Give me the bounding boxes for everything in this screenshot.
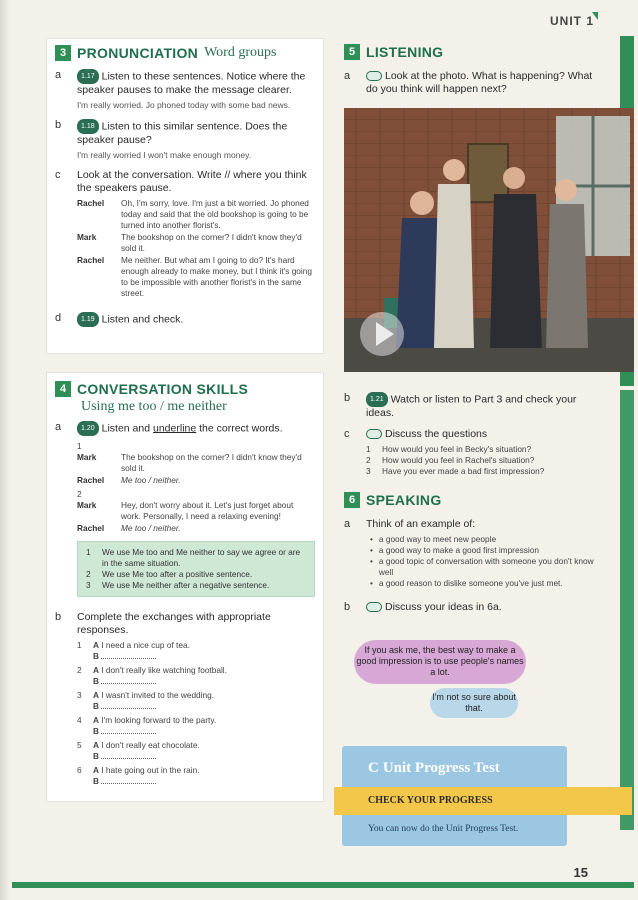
progress-description: You can now do the Unit Progress Test.: [368, 824, 519, 834]
example-sentence: I'm really worried I won't make enough money.: [77, 150, 252, 160]
section-number: 6: [344, 492, 360, 508]
section-title: PRONUNCIATION: [77, 45, 199, 61]
speech-bubble-opinion: If you ask me, the best way to make a good impression is to use people's names a lot.: [354, 640, 526, 684]
section-subtitle: Using me too / me neither: [81, 399, 227, 414]
pronunciation-panel: [46, 38, 324, 354]
speaking-panel: [336, 488, 614, 638]
dialog-group-2: 2 Mark Hey, don't worry about it. Let's just forget about work. Personally, I need a relaxing evening! Rachel Me too / neither.: [77, 489, 294, 533]
answer-blank[interactable]: [101, 783, 156, 784]
exercise-5a: a Look at the photo. What is happening? What do you think will happen next?: [344, 70, 593, 95]
answer-blank[interactable]: [101, 758, 156, 759]
section-number: 5: [344, 44, 360, 60]
progress-c-icon: C: [368, 760, 379, 776]
exercise-4a: a 1.20 Listen and underline the correct words. 1 Mark The bookshop on the corner? I didn't know they'd sold it. Rachel Me too / neither. 2 Mark Hey, don't worry about it. Let's just forget about work. Personally, I need a relaxing evening! Rachel Me too / neither.: [55, 421, 315, 535]
section-number: 4: [55, 381, 71, 397]
audio-icon[interactable]: 1.17: [77, 69, 99, 84]
section-title: SPEAKING: [366, 492, 442, 508]
rules-box: 1 We use Me too and Me neither to say we agree or are in the same situation. 2 We use Me too after a positive sentence. 3 We use Me neither after a negative sentence.: [77, 541, 315, 597]
audio-icon[interactable]: 1.18: [77, 119, 99, 134]
exercise-3b: b 1.18 Listen to this similar sentence. Does the speaker pause? I'm really worried I won't make enough money.: [55, 119, 315, 161]
listening-panel-2: [336, 380, 614, 480]
listening-panel: [336, 38, 614, 106]
photo-illustration: [344, 108, 634, 372]
video-icon[interactable]: 1.21: [366, 392, 388, 407]
exercise-5b: b 1.21 Watch or listen to Part 3 and check your ideas.: [344, 392, 577, 419]
audio-icon[interactable]: 1.19: [77, 312, 99, 327]
exercise-3d: d 1.19 Listen and check.: [55, 312, 184, 326]
section-number: 3: [55, 45, 71, 61]
speaking-header: [344, 492, 606, 508]
audio-icon[interactable]: 1.20: [77, 421, 99, 436]
dialog: Rachel Oh, I'm sorry, love. I'm just a bit worried. Jo phoned today and said that the old bookshop is going to be turned into another florist's. Mark The bookshop on the corner? I didn't know they'd sold it. Rachel Me neither. But what am I going to do? It's hard enough already to make money, but I think it's going to be impossible with another florist's in the same street.: [77, 198, 312, 298]
answer-blank[interactable]: [101, 658, 156, 659]
section-subtitle: Word groups: [204, 45, 277, 60]
exercise-6a: a Think of an example of: • a good way to meet new people • a good way to make a good first impression • a good topic of conversation with someone you don't know well • a good reason to dislike someone you've just met.: [344, 518, 606, 589]
answer-blank[interactable]: [101, 708, 156, 709]
progress-title: C Unit Progress Test: [368, 760, 500, 776]
speech-bubble-reply: I'm not so sure about that.: [430, 688, 518, 718]
answer-blank[interactable]: [101, 733, 156, 734]
speech-bubble-icon: [366, 429, 382, 439]
answer-blank[interactable]: [101, 683, 156, 684]
bottom-bar: [12, 882, 634, 888]
exercise-6b: b Discuss your ideas in 6a.: [344, 601, 502, 613]
conversation-header: [55, 381, 315, 397]
book-spine: [0, 0, 10, 900]
example-sentence: I'm really worried. Jo phoned today with some bad news.: [77, 100, 291, 110]
dialog-group-1: 1 Mark The bookshop on the corner? I didn't know they'd sold it. Rachel Me too / neither.: [77, 441, 302, 485]
section-title: CONVERSATION SKILLS: [77, 381, 249, 397]
exercise-3a: a 1.17 Listen to these sentences. Notice where the speaker pauses to make the message clearer. I'm really worried. Jo phoned today with some bad news.: [55, 69, 315, 111]
exercise-3c: c Look at the conversation. Write // where you think the speakers pause. Rachel Oh, I'm sorry, love. I'm just a bit worried. Jo phoned today and said that the old bookshop is going to be turned into another florist's. Mark The bookshop on the corner? I didn't know they'd sold it. Rachel Me neither. But what am I going to do? It's hard enough already to make money, but I think it's going to be impossible with another florist's in the same street.: [55, 169, 315, 300]
exercise-4b: b Complete the exchanges with appropriate responses. 1 A I need a nice cup of tea. B 2 A I don't really like watching football. B 3 A I wasn't invited to the wedding. B 4 A I'm looking forward to the party. B 5 A I don't really eat chocolate. B 6 A I hate going out in the rain. B: [55, 611, 315, 787]
unit-label: UNIT 1: [549, 14, 594, 28]
exchange-list: 1 A I need a nice cup of tea. B 2 A I don't really like watching football. B 3 A I wasn't invited to the wedding. B 4 A I'm looking forward to the party. B 5 A I don't really eat chocolate. B 6 A I hate going out in the rain. B: [77, 640, 227, 786]
speech-bubble-icon: [366, 602, 382, 612]
unit-flag-icon: [592, 12, 598, 20]
bullet-list: • a good way to meet new people • a good way to make a good first impression • a good topic of conversation with someone you don't know well • a good reason to dislike someone you've just met.: [370, 534, 594, 588]
question-list: 1 How would you feel in Becky's situation? 2 How would you feel in Rachel's situation? 3 Have you ever made a bad first impression?: [366, 444, 545, 476]
scene-photo: [344, 108, 634, 372]
side-bar-bottom: [620, 390, 634, 830]
listening-header: [344, 44, 606, 60]
page-number: 15: [573, 865, 588, 880]
speech-bubble-icon: [366, 71, 382, 81]
conversation-panel: [46, 372, 324, 802]
check-progress-ribbon: CHECK YOUR PROGRESS: [334, 787, 632, 815]
section-title: LISTENING: [366, 44, 444, 60]
exercise-5c: c Discuss the questions 1 How would you feel in Becky's situation? 2 How would you feel in Rachel's situation? 3 Have you ever made a bad first impression?: [344, 428, 606, 477]
pronunciation-header: [55, 45, 315, 61]
